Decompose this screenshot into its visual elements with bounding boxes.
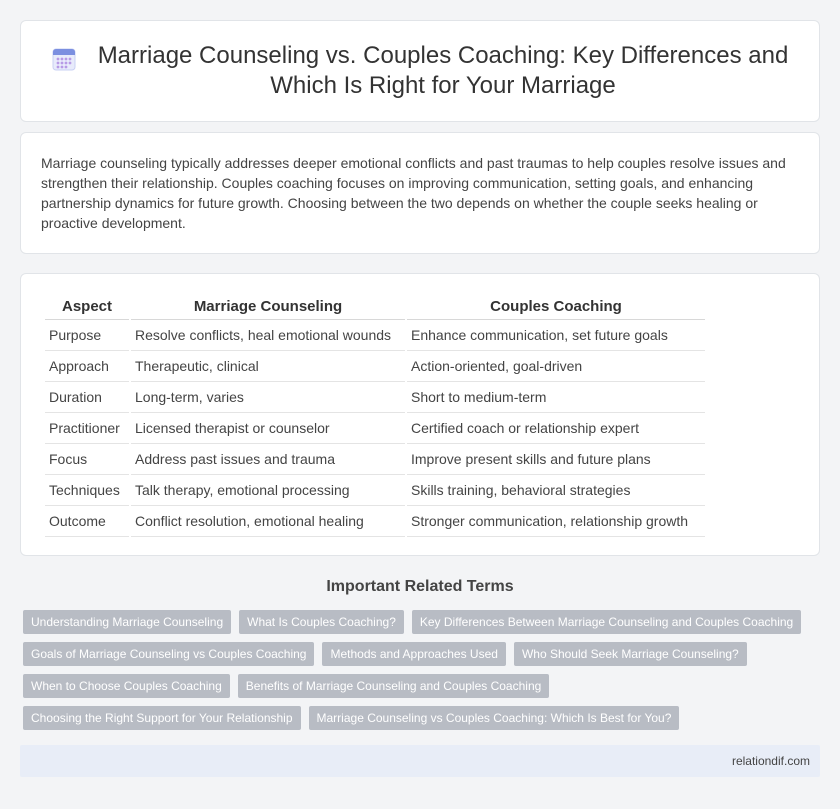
cell-couples-coaching: Certified coach or relationship expert [407,413,705,444]
cell-aspect: Approach [45,351,129,382]
related-term-tag[interactable]: Choosing the Right Support for Your Relationship [23,706,301,730]
header-aspect: Aspect [45,294,129,320]
table-row [45,475,705,506]
cell-couples-coaching: Stronger communication, relationship growth [407,506,705,537]
related-term-tag[interactable]: Methods and Approaches Used [322,642,505,666]
footer [20,745,820,777]
cell-marriage-counseling: Therapeutic, clinical [131,351,405,382]
header-marriage-counseling: Marriage Counseling [131,294,405,320]
related-terms-title: Important Related Terms [326,578,514,595]
related-term-tag[interactable]: Key Differences Between Marriage Counseling and Couples Coaching [412,610,801,634]
cell-marriage-counseling: Licensed therapist or counselor [131,413,405,444]
cell-marriage-counseling: Talk therapy, emotional processing [131,475,405,506]
related-term-tag[interactable]: Goals of Marriage Counseling vs Couples Coaching [23,642,314,666]
cell-aspect: Focus [45,444,129,475]
cell-couples-coaching: Enhance communication, set future goals [407,320,705,351]
footer-site-link[interactable]: relationdif.com [731,754,810,768]
related-term-tag[interactable]: Benefits of Marriage Counseling and Couples Coaching [238,674,550,698]
cell-marriage-counseling: Conflict resolution, emotional healing [131,506,405,537]
header-couples-coaching: Couples Coaching [407,294,705,320]
cell-marriage-counseling: Long-term, varies [131,382,405,413]
cell-aspect: Outcome [45,506,129,537]
table-row [45,444,705,475]
comparison-table [43,294,707,537]
page-title: Marriage Counseling vs. Couples Coaching: Key Differences and Which Is Right for Your Marriage [97,42,789,99]
cell-aspect: Duration [45,382,129,413]
table-row [45,382,705,413]
cell-couples-coaching: Short to medium-term [407,382,705,413]
table-row [45,506,705,537]
related-term-tag[interactable]: Marriage Counseling vs Couples Coaching: Which Is Best for You? [309,706,680,730]
related-term-tag[interactable]: Who Should Seek Marriage Counseling? [514,642,747,666]
cell-couples-coaching: Action-oriented, goal-driven [407,351,705,382]
calendar-icon [51,46,77,72]
cell-aspect: Techniques [45,475,129,506]
header-card [20,20,820,122]
cell-aspect: Purpose [45,320,129,351]
summary-card [20,132,820,254]
cell-marriage-counseling: Address past issues and trauma [131,444,405,475]
comparison-card [20,273,820,556]
related-term-tag[interactable]: When to Choose Couples Coaching [23,674,230,698]
related-term-tag[interactable]: Understanding Marriage Counseling [23,610,231,634]
cell-aspect: Practitioner [45,413,129,444]
table-row [45,413,705,444]
table-row [45,351,705,382]
cell-couples-coaching: Improve present skills and future plans [407,444,705,475]
cell-couples-coaching: Skills training, behavioral strategies [407,475,705,506]
table-header-row [45,294,705,320]
cell-marriage-counseling: Resolve conflicts, heal emotional wounds [131,320,405,351]
table-row [45,320,705,351]
summary-paragraph: Marriage counseling typically addresses deeper emotional conflicts and past traumas to help couples resolve issues and strengthen their relationship. Couples coaching focuses on improving communication, setting goals, and enhancing partnership dynamics for future growth. Choosing between the two depends on whether the couple seeks healing or proactive development. [41,155,786,231]
related-terms-list [23,610,823,738]
related-term-tag[interactable]: What Is Couples Coaching? [239,610,404,634]
